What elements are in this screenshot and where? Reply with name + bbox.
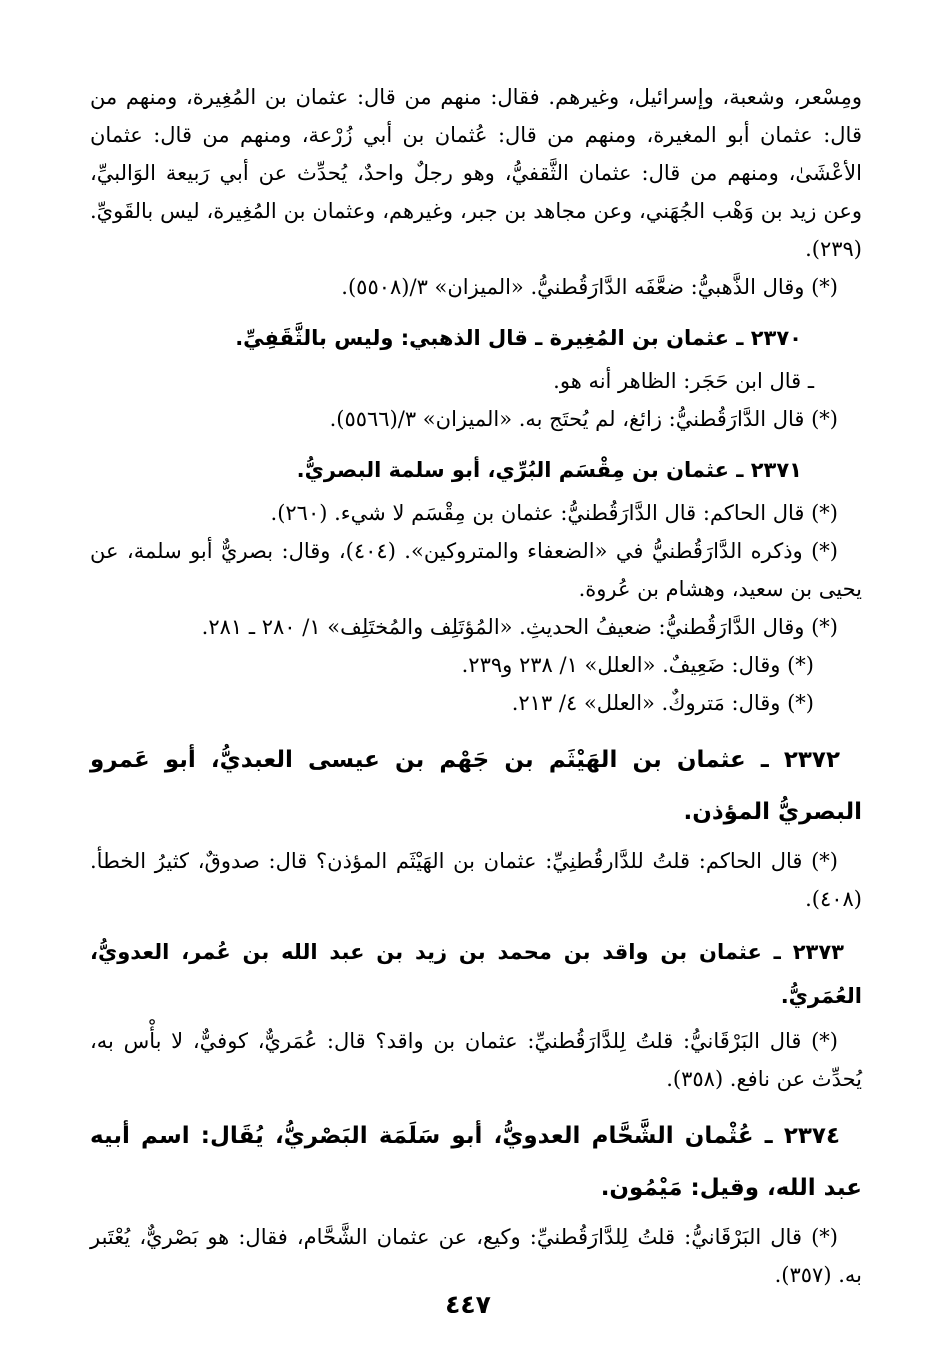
entry-line: (*) قال الدَّارَقُطنيُّ: زائغ، لم يُحتَج به. «الميزان» ٣/(٥٥٦٦). xyxy=(329,407,838,431)
entry-line: (*) قال الحاكم: قال الدَّارَقُطنيُّ: عثمان بن مِقْسَم لا شيء. (٢٦٠). xyxy=(270,501,838,525)
entry-heading-2374: ٢٣٧٤ ـ عُثْمان الشَّحَّام العدويُّ، أبو سَلَمَة البَصْريُّ، يُقَال: اسم أبيه عبد الله، وقيل: مَيْمُون. xyxy=(90,1123,862,1201)
entry-heading-2373: ٢٣٧٣ ـ عثمان بن واقد بن محمد بن زيد بن عبد الله بن عُمر، العدويُّ، العُمَريُّ. xyxy=(90,940,862,1008)
entry-heading-2371: ٢٣٧١ ـ عثمان بن مِقْسَم البُرِّي، أبو سلمة البصريُّ. xyxy=(296,458,802,482)
intro-paragraph: ومِسْعر، وشعبة، وإسرائيل، وغيرهم. فقال: منهم من قال: عثمان بن المُغِيرة، ومنهم من قال: عثمان أبو المغيرة، ومنهم من قال: عُثمان بن أبي زُرْعة، ومنهم من قال: عثمان الأعْشَىٰ، ومنهم من قال: عثمان الثَّقفيُّ، وهو رجلٌ واحدٌ، يُحدِّث عن أبي رَبيعة الوَالبيِّ، وعن زيد بن وَهْب الجُهَني، وعن مجاهد بن جبر، وغيرهم، وعثمان بن المُغِيرة، ليس بالقَويِّ. (٢٣٩). xyxy=(90,85,862,261)
entry-line: (*) وقال: مَتروكٌ. «العلل» ٤/ ٢١٣. xyxy=(511,691,814,715)
entry-heading-2370: ٢٣٧٠ ـ عثمان بن المُغِيرة ـ قال الذهبي: وليس بالثَّقَفِيِّ. xyxy=(235,326,802,350)
entry-line: (*) قال البَرْقَانيُّ: قلتُ لِلدَّارَقُطنيِّ: وكيع، عن عثمان الشَّحَّام، فقال: هو بَصْريٌّ، يُعْتَبر به. (٣٥٧). xyxy=(90,1225,862,1287)
entry-line: (*) قال الحاكم: قلتُ للدَّارقُطنِيِّ: عثمان بن الهَيْثَم المؤذن؟ قال: صدوقٌ، كثيرُ الخطأ. (٤٠٨). xyxy=(90,849,862,911)
entry-line: ـ قال ابن حَجَر: الظاهر أنه هو. xyxy=(553,369,814,393)
book-page xyxy=(90,78,862,1294)
page-number: ٤٤٧ xyxy=(445,1290,491,1319)
entry-line: (*) وذكره الدَّارَقُطنيُّ في «الضعفاء والمتروكين». (٤٠٤)، وقال: بصريٌّ أبو سلمة، عن يحيى بن سعيد، وهشام بن عُروة. xyxy=(90,539,862,601)
entry-line: (*) وقال: ضَعِيفٌ. «العلل» ١/ ٢٣٨ و٢٣٩. xyxy=(461,653,814,677)
entry-line: (*) وقال الدَّارَقُطنيُّ: ضعيفُ الحديثِ. «المُؤتَلِف والمُختَلِف» ١/ ٢٨٠ ـ ٢٨١. xyxy=(201,615,838,639)
entry-heading-2372: ٢٣٧٢ ـ عثمان بن الهَيْثَم بن جَهْم بن عيسى العبديُّ، أبو عَمرو البصريُّ المؤذن. xyxy=(90,747,862,825)
intro-note: (*) وقال الذَّهبيُّ: ضعَّفَه الدَّارَقُطنيُّ. «الميزان» ٣/(٥٥٠٨). xyxy=(341,275,838,299)
entry-line: (*) قال البَرْقَانيُّ: قلتُ لِلدَّارَقُطنيِّ: عثمان بن واقد؟ قال: عُمَريٌّ، كوفيٌّ، لا بأْس به، يُحدِّث عن نافع. (٣٥٨). xyxy=(90,1029,862,1091)
